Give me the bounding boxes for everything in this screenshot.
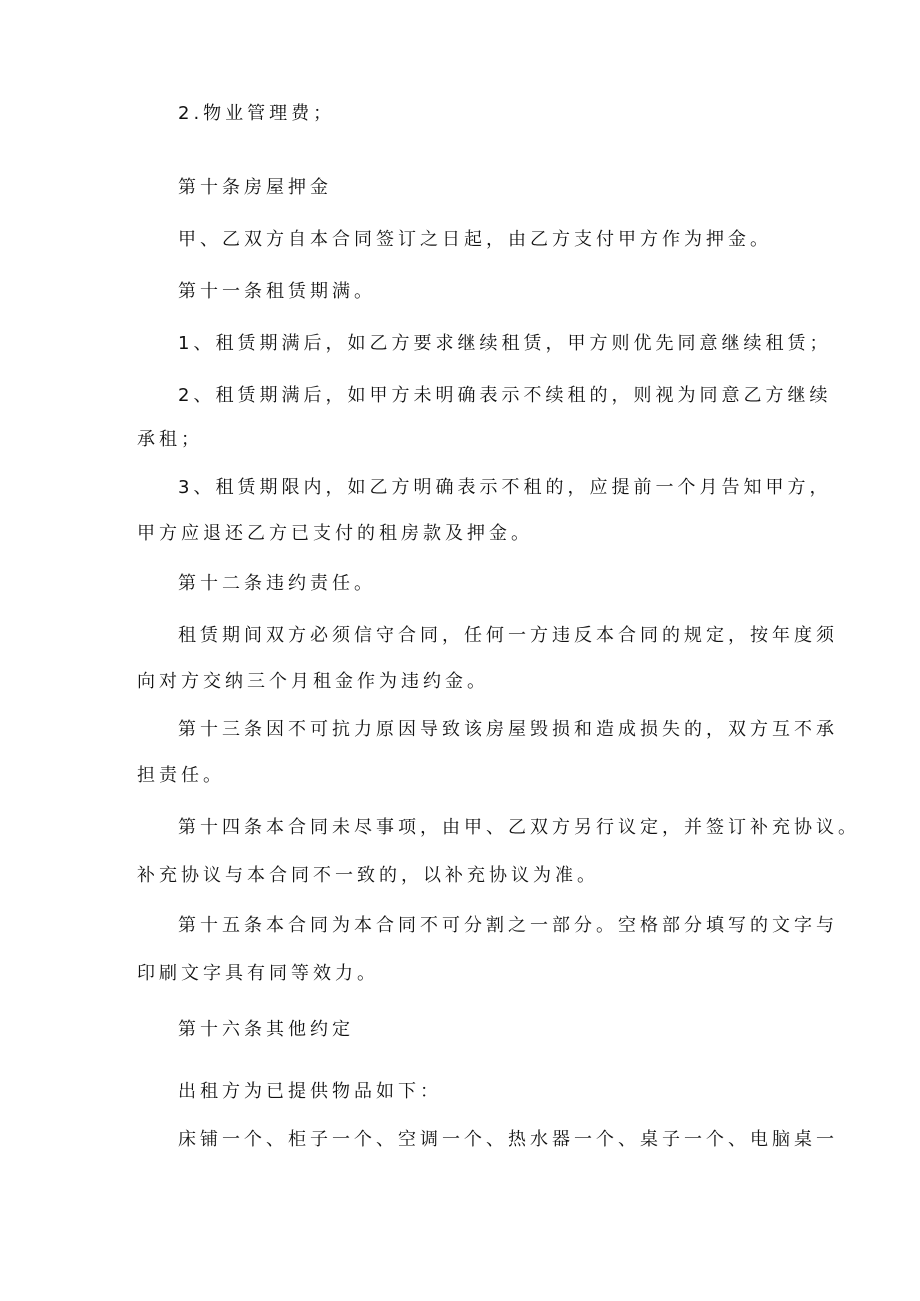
paragraph-breach-line-1: 租赁期间双方必须信守合同，任何一方违反本合同的规定，按年度须 — [178, 625, 838, 646]
paragraph-article-13-line-1: 第十三条因不可抗力原因导致该房屋毁损和造成损失的，双方互不承 — [178, 719, 838, 740]
paragraph-item-2-line-1: 2、租赁期满后，如甲方未明确表示不续租的，则视为同意乙方继续 — [178, 385, 832, 406]
paragraph-provided-items-intro: 出租方为已提供物品如下： — [178, 1081, 442, 1102]
paragraph-item-3-line-1: 3、租赁期限内，如乙方明确表示不租的，应提前一个月告知甲方， — [178, 477, 832, 498]
paragraph-item-1: 1、租赁期满后，如乙方要求继续租赁，甲方则优先同意继续租赁； — [178, 333, 832, 354]
paragraph-article-13-line-2: 担责任。 — [137, 765, 225, 786]
paragraph-article-15-line-1: 第十五条本合同为本合同不可分割之一部分。空格部分填写的文字与 — [178, 915, 838, 936]
heading-article-11: 第十一条租赁期满。 — [178, 281, 376, 302]
paragraph-article-15-line-2: 印刷文字具有同等效力。 — [137, 963, 379, 984]
paragraph-article-14-line-2: 补充协议与本合同不一致的，以补充协议为准。 — [137, 865, 599, 886]
paragraph-deposit: 甲、乙双方自本合同签订之日起，由乙方支付甲方作为押金。 — [178, 229, 772, 250]
paragraph-provided-items-list: 床铺一个、柜子一个、空调一个、热水器一个、桌子一个、电脑桌一 — [178, 1129, 838, 1150]
heading-article-10: 第十条房屋押金 — [178, 177, 332, 198]
paragraph-item-2-line-2: 承租； — [137, 429, 203, 450]
paragraph-item-3-line-2: 甲方应退还乙方已支付的租房款及押金。 — [137, 523, 533, 544]
paragraph-article-14-line-1: 第十四条本合同未尽事项，由甲、乙双方另行议定，并签订补充协议。 — [178, 817, 860, 838]
heading-article-12: 第十二条违约责任。 — [178, 573, 376, 594]
paragraph-property-fee: 2.物业管理费； — [178, 103, 336, 124]
heading-article-16: 第十六条其他约定 — [178, 1019, 354, 1040]
paragraph-breach-line-2: 向对方交纳三个月租金作为违约金。 — [137, 671, 489, 692]
